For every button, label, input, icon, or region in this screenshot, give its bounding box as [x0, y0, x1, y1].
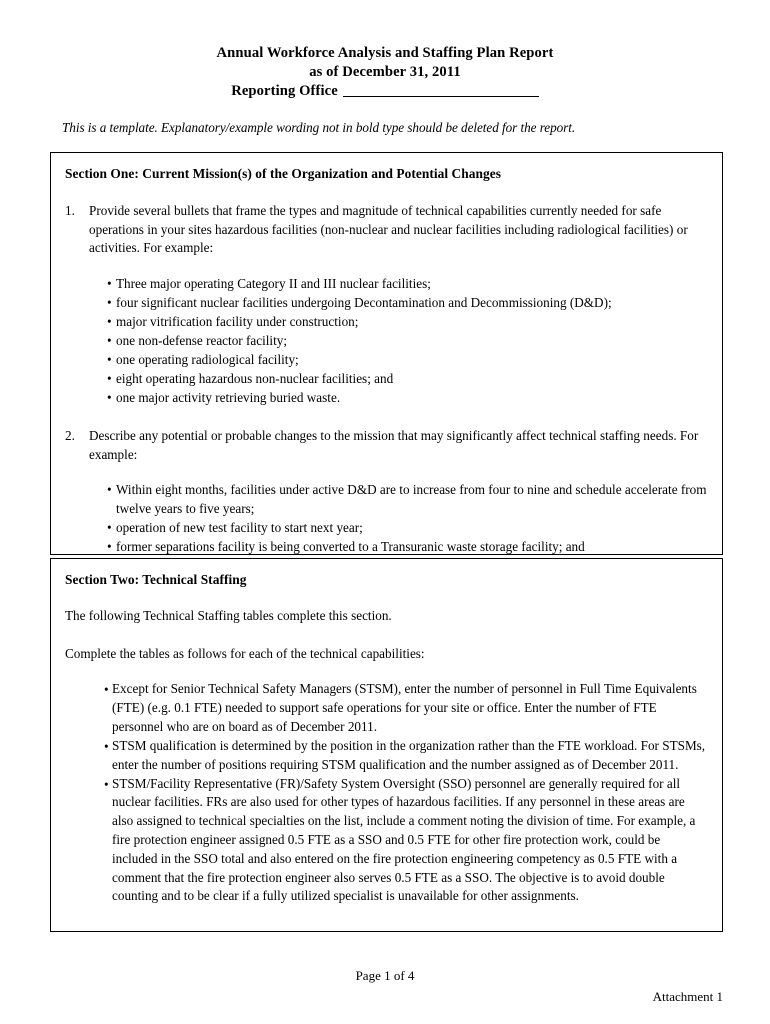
section-one-item-1-number: 1.: [65, 203, 75, 218]
section-one-item-1-bullet-item-text: major vitrification facility under construction;: [116, 314, 359, 330]
section-one-item-1-bullet-item-text: one operating radiological facility;: [116, 352, 299, 368]
section-one-item-1-bullet-item: [107, 331, 707, 350]
bullet-dot-icon: •: [104, 682, 109, 698]
section-one-item-1-bullet-list: [107, 274, 707, 407]
section-one-item-1-bullet-item: [107, 350, 707, 369]
section-one-item-1-bullet-item: [107, 312, 707, 331]
bullet-dot-icon: •: [107, 538, 112, 554]
bullet-dot-icon: •: [107, 276, 112, 292]
section-two-bullet-item-text: STSM qualification is determined by the position in the organization rather than the FTE workload. For STSMs, enter the number of positions requiring STSM qualification and the number assigned as of December 2011.: [112, 737, 706, 772]
section-one-item-1-bullet-item: [107, 369, 707, 388]
bullet-dot-icon: •: [107, 333, 112, 349]
document-title-line-2: as of December 31, 2011: [309, 63, 461, 80]
section-one-item-2-bullet-item-text: Within eight months, facilities under active D&D are to increase from four to nine and schedule accelerate from twelve years to five years;: [116, 481, 707, 516]
section-two-bullet-item: [104, 680, 707, 736]
section-two-bullet-item-text: Except for Senior Technical Safety Managers (STSM), enter the number of personnel in Full Time Equivalents (FTE) (e.g. 0.1 FTE) needed to support safe operations for your site or office. Enter the number of FTE personnel who are on board as of December 2011.: [112, 681, 697, 735]
section-one-heading: Section One: Current Mission(s) of the Organization and Potential Changes: [65, 166, 501, 181]
section-two-bullet-list: [104, 680, 707, 906]
section-two-bullet-item: [104, 775, 707, 907]
section-two-heading: Section Two: Technical Staffing: [65, 572, 247, 587]
bullet-dot-icon: •: [107, 519, 112, 535]
section-one-item-2-bullet-item: [107, 537, 707, 556]
section-one-box: [50, 152, 723, 555]
section-one-item-2-text: Describe any potential or probable changes to the mission that may significantly affect technical staffing needs. For example:: [89, 428, 699, 462]
section-one-item-2-bullet-item-text: operation of new test facility to start next year;: [116, 519, 363, 535]
section-one-item-1-bullet-item: [107, 388, 707, 407]
section-two-bullet-item: [104, 737, 707, 775]
section-two-box: [50, 558, 723, 932]
bullet-dot-icon: •: [107, 352, 112, 368]
bullet-dot-icon: •: [104, 738, 109, 754]
section-two-bullet-item-text: STSM/Facility Representative (FR)/Safety System Oversight (SSO) personnel are generally required for all nuclear facilities. FRs are also used for other types of hazardous facilities. If any personnel in these areas are also assigned to technical specialties on the list, include a comment noting the division of time. For example, a fire protection engineer assigned 0.5 FTE as a SSO and 0.5 FTE for other fire protection work, could be included in the SSO total and also entered on the fire protection engineering competency as 0.5 FTE with a comment that the fire protection engineer also serves 0.5 FTE as a SSO. The objective is to avoid double counting and to be clear if a fully utilized specialist is unavailable for other assignments.: [112, 775, 696, 904]
section-one-item-2-number: 2.: [65, 428, 75, 444]
section-one-item-2-bullet-item: [107, 480, 707, 518]
reporting-office-label: Reporting Office: [231, 82, 338, 99]
section-two-paragraph-2: Complete the tables as follows for each of the technical capabilities:: [65, 645, 425, 661]
section-one-item-1-bullet-item: [107, 293, 707, 312]
section-one-item-1: [65, 202, 707, 258]
section-one-item-1-bullet-item-text: eight operating hazardous non-nuclear facilities; and: [116, 371, 394, 387]
document-header: [0, 0, 770, 101]
section-one-item-2-bullet-item: [107, 518, 707, 537]
bullet-dot-icon: •: [107, 314, 112, 330]
bullet-dot-icon: •: [107, 390, 112, 406]
bullet-dot-icon: •: [104, 776, 109, 792]
section-one-item-1-bullet-item-text: one major activity retrieving buried waste.: [116, 390, 341, 406]
footer-attachment-label: Attachment 1: [652, 989, 723, 1004]
section-one-item-1-bullet-item-text: one non-defense reactor facility;: [116, 333, 287, 349]
document-title-line-1: Annual Workforce Analysis and Staffing Plan Report: [216, 45, 554, 61]
reporting-office-blank-field[interactable]: [343, 84, 539, 97]
section-one-content: [51, 153, 722, 575]
section-two-paragraph-1: The following Technical Staffing tables complete this section.: [65, 608, 392, 623]
section-one-item-1-bullet-item-text: Three major operating Category II and III nuclear facilities;: [116, 276, 431, 292]
section-one-item-1-bullet-item-text: four significant nuclear facilities undergoing Decontamination and Decommissioning (D&D);: [116, 295, 612, 311]
section-two-content: [51, 559, 722, 906]
template-note: This is a template. Explanatory/example wording not in bold type should be deleted for the report.: [62, 119, 576, 135]
section-one-item-1-bullet-item: [107, 274, 707, 293]
bullet-dot-icon: •: [107, 371, 112, 387]
footer-page-number: Page 1 of 4: [355, 968, 415, 983]
bullet-dot-icon: •: [107, 481, 112, 497]
section-one-item-2: [65, 427, 707, 464]
reporting-office-line: [0, 82, 770, 101]
section-one-item-2-bullet-item-text: former separations facility is being converted to a Transuranic waste storage facility; and: [116, 538, 585, 554]
section-one-item-1-text: Provide several bullets that frame the types and magnitude of technical capabilities currently needed for safe operations in your sites hazardous facilities (non-nuclear and nuclear facilities including radiological facilities) or activities. For example:: [89, 203, 688, 256]
bullet-dot-icon: •: [107, 295, 112, 311]
